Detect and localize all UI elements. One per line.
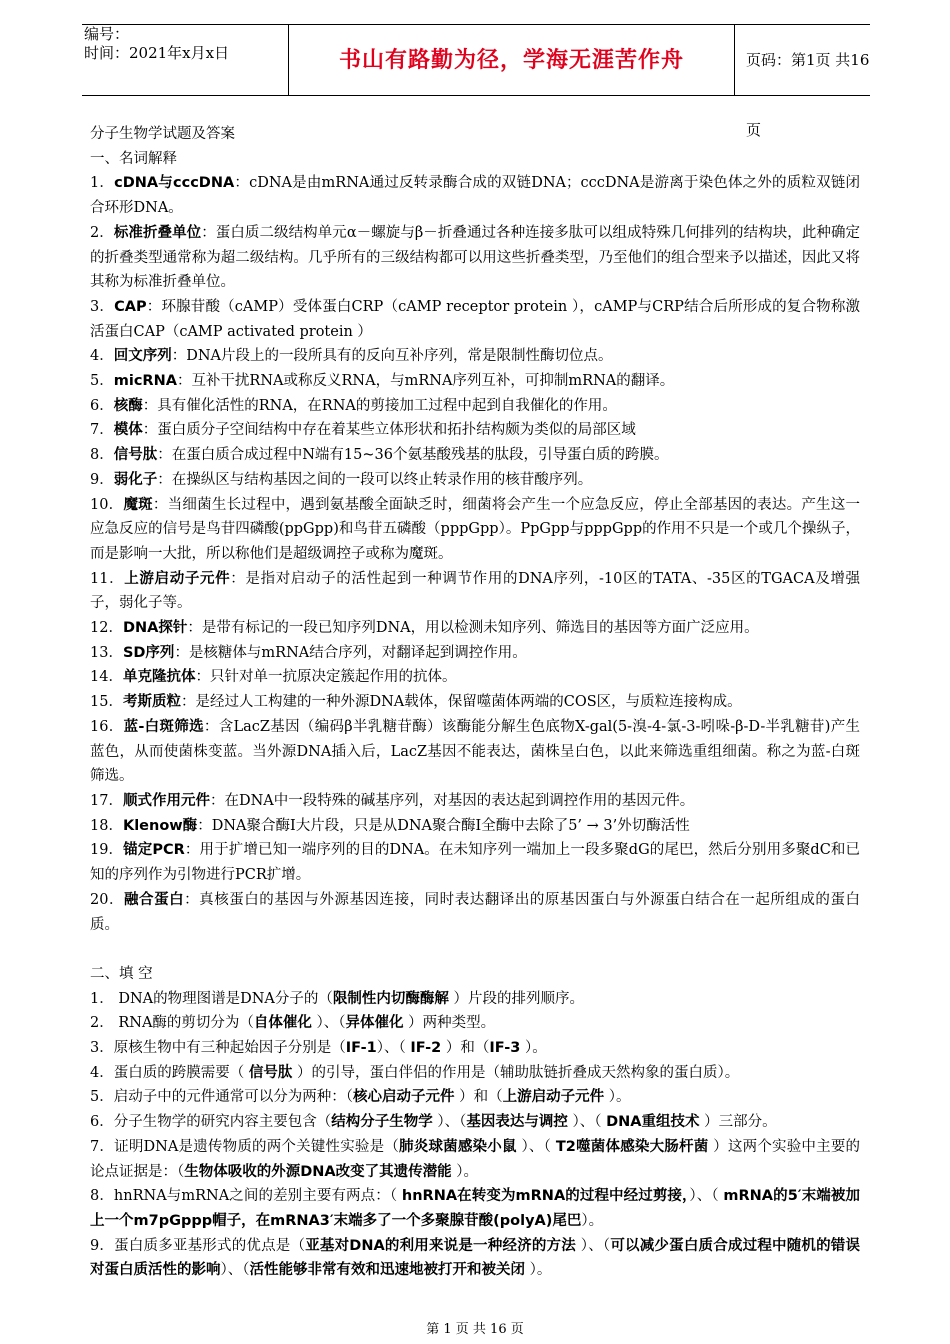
term-name: 核酶 [113, 397, 143, 414]
term-definition: 含LacZ基因（编码β半乳糖苷酶）该酶能分解生色底物X-gal(5-溴-4-氯-3-吲哚-β-D-半乳糖苷)产生蓝色，从而使菌株变蓝。当外源DNA插入后，LacZ基因不能表达，菌株呈白色，以此来筛选重组细菌。称之为蓝-白斑筛选。 [90, 718, 860, 785]
term-number: 8． [90, 447, 114, 464]
term-item [90, 567, 860, 616]
fill-text: ）、（ [689, 1188, 724, 1205]
term-number: 5． [90, 373, 114, 390]
fill-text: ）、（ [567, 1114, 607, 1131]
fill-item [90, 1085, 860, 1110]
fill-text: ）、（ [311, 1015, 346, 1032]
term-number: 13． [90, 644, 123, 661]
term-number: 2． [90, 224, 114, 241]
fill-text: ）、（ [575, 1237, 611, 1254]
fill-answer: 信号肽 [248, 1064, 293, 1081]
fill-item [90, 1036, 860, 1061]
fill-text: 3．原核生物中有三种起始因子分别是（ [90, 1040, 346, 1056]
term-definition: 当细菌生长过程中，遇到氨基酸全面缺乏时，细菌将会产生一个应急反应，停止全部基因的表达。产生这一应急反应的信号是鸟苷四磷酸(ppGpp)和鸟苷五磷酸（pppGpp）。PpGpp与pppGpp的作用不只是一个或几个操纵子，而是影响一大批，所以称他们是超级调控子或称为魔斑。 [90, 496, 861, 562]
term-separator: ： [142, 422, 158, 439]
fill-answer: 基因表达与调控 [466, 1114, 568, 1131]
term-definition: DNA片段上的一段所具有的反向互补序列，常是限制性酶切位点。 [186, 348, 613, 365]
fill-text: ）和（ [454, 1089, 503, 1106]
term-definition: 蛋白质二级结构单元α－螺旋与β－折叠通过各种连接多肽可以组成特殊几何排列的结构块，此种确定的折叠类型通常称为超二级结构。几乎所有的三级结构都可以用这些折叠类型，乃至他们的组合型来予以描述，因此又将其称为标准折叠单位。 [90, 224, 861, 291]
term-definition: 环腺苷酸（cAMP）受体蛋白CRP（cAMP receptor protein ），cAMP与CRP结合后所形成的复合物称激活蛋白CAP（cAMP activated protein ） [90, 298, 861, 340]
fill-answer: DNA重组技术 [606, 1114, 700, 1131]
header-motto: 书山有路勤为径，学海无涯苦作舟 [288, 25, 735, 95]
fill-text: ）、（ [432, 1114, 467, 1131]
fill-answer: 生物体吸收的外源DNA改变了其遗传潜能 [184, 1163, 452, 1180]
fill-item [90, 1184, 860, 1233]
fill-text: 2． RNA酶的剪切分为（ [90, 1015, 254, 1032]
term-item [90, 344, 860, 369]
term-number: 20． [90, 891, 125, 908]
term-name: Klenow酶 [122, 817, 198, 834]
fill-text: ）片段的排列顺序。 [448, 990, 585, 1007]
fill-answer: 上游启动子元件 [502, 1089, 605, 1106]
term-number: 10． [90, 496, 124, 513]
fill-text: ）三部分。 [699, 1114, 777, 1131]
fill-item [90, 1135, 860, 1184]
fill-text: 1． DNA的物理图谱是DNA分子的（ [90, 990, 333, 1007]
term-separator: ： [201, 224, 216, 241]
term-name: cDNA与cccDNA [114, 175, 235, 192]
page-footer: 第 1 页 共 16 页 [426, 1322, 524, 1337]
term-separator: ： [157, 447, 172, 464]
fill-item [90, 1011, 860, 1036]
term-item [90, 171, 860, 220]
term-definition: DNA聚合酶I大片段，只是从DNA聚合酶I全酶中去除了5’ → 3’外切酶活性 [211, 817, 690, 834]
term-number: 11． [90, 570, 125, 587]
fill-text: ）。 [520, 1040, 547, 1056]
term-separator: ： [142, 397, 158, 414]
term-separator: ： [184, 891, 200, 908]
header-page-info: 页码：第1页 共16页 [746, 51, 870, 139]
term-number: 19． [90, 842, 124, 859]
fill-text: 6．分子生物学的研究内容主要包含（ [90, 1114, 332, 1131]
term-separator: ： [184, 842, 200, 859]
term-separator: ： [174, 644, 189, 661]
term-number: 7． [90, 422, 114, 439]
term-number: 9． [90, 471, 114, 488]
term-definition: 真核蛋白的基因与外源基因连接，同时表达翻译出的原基因蛋白与外源蛋白结合在一起所组成的蛋白质。 [90, 891, 860, 933]
term-separator: ： [197, 817, 212, 834]
term-item [90, 418, 860, 443]
term-number: 17． [90, 792, 123, 809]
fill-answer: 限制性内切酶酶解 [332, 990, 449, 1007]
document-title: 分子生物学试题及答案 [90, 126, 235, 142]
fill-answer: 肺炎球菌感染小鼠 [399, 1138, 517, 1155]
fill-text: 7．证明DNA是遗传物质的两个关键性实验是（ [90, 1138, 400, 1155]
fill-answer: T2噬菌体感染大肠杆菌 [555, 1138, 709, 1155]
term-item [90, 888, 860, 937]
term-name: 回文序列 [113, 348, 172, 365]
fill-item [90, 1061, 860, 1086]
term-number: 18． [90, 817, 123, 834]
term-definition: 用于扩增已知一端序列的目的DNA。在未知序列一端加上一段多聚dG的尾巴，然后分别用多聚dC和已知的序列作为引物进行PCR扩增。 [90, 842, 861, 884]
header-number: 编号： [84, 25, 130, 43]
fill-item [90, 1110, 860, 1135]
section-title-terms: 一、名词解释 [90, 150, 177, 167]
fill-answer: 自体催化 [253, 1015, 312, 1032]
term-item [90, 443, 860, 468]
term-separator: ： [195, 669, 210, 686]
term-definition: 是指对启动子的活性起到一种调节作用的DNA序列，-10区的TATA、-35区的TGACA及增强子，弱化子等。 [90, 570, 861, 612]
fill-answer: 可以减少蛋白质合成过程中随机的错误对蛋白质活性的影响 [90, 1237, 860, 1279]
terms-list [90, 171, 860, 937]
fill-text: ）、（ [516, 1138, 556, 1155]
term-item [90, 814, 860, 839]
term-name: SD序列 [122, 644, 175, 661]
term-item [90, 715, 860, 789]
fill-text: ）。 [581, 1212, 604, 1229]
term-separator: ： [187, 620, 202, 637]
fill-answer: IF-3 [489, 1040, 521, 1056]
term-number: 14． [90, 669, 123, 686]
section-title-fill: 二、填 空 [90, 965, 153, 982]
term-separator: ： [180, 694, 196, 711]
term-name: 蓝-白斑筛选 [123, 718, 204, 735]
fill-answer: 核心启动子元件 [352, 1089, 455, 1106]
term-item [90, 690, 860, 715]
term-definition: 具有催化活性的RNA，在RNA的剪接加工过程中起到自我催化的作用。 [157, 397, 617, 414]
fill-answer: 结构分子生物学 [331, 1114, 433, 1131]
term-number: 4． [90, 348, 114, 365]
term-name: CAP [114, 298, 147, 315]
term-separator: ： [157, 471, 172, 488]
term-number: 15． [90, 694, 123, 711]
term-number: 16． [90, 718, 124, 735]
fill-text: ）、（ [376, 1040, 411, 1056]
term-item [90, 616, 860, 641]
term-name: 上游启动子元件 [124, 570, 231, 587]
fill-text: ）。 [451, 1163, 479, 1180]
fill-answer: 亚基对DNA的利用来说是一种经济的方法 [305, 1237, 576, 1254]
term-name: 标准折叠单位 [113, 224, 202, 241]
fill-text: 4．蛋白质的跨膜需要（ [90, 1064, 249, 1081]
fill-text: ）两种类型。 [403, 1015, 496, 1032]
term-item [90, 394, 860, 419]
term-item [90, 838, 860, 887]
term-definition: 是经过人工构建的一种外源DNA载体，保留噬菌体两端的COS区，与质粒连接构成。 [195, 694, 742, 711]
document-body [90, 122, 860, 1283]
term-number: 12． [90, 620, 123, 637]
header-time: 时间：2021年x月x日 [84, 44, 230, 62]
fill-answer: IF-1 [345, 1040, 377, 1056]
term-name: 考斯质粒 [122, 694, 181, 711]
fill-text: 8．hnRNA与mRNA之间的差别主要有两点：（ [90, 1188, 402, 1205]
term-definition: 是核糖体与mRNA结合序列，对翻译起到调控作用。 [188, 644, 527, 661]
term-definition: 在DNA中一段特殊的碱基序列，对基因的表达起到调控作用的基因元件。 [224, 792, 695, 809]
fill-answer: 活性能够非常有效和迅速地被打开和被关闭 [249, 1262, 525, 1279]
term-item [90, 369, 860, 394]
term-item [90, 641, 860, 666]
fill-item [90, 987, 860, 1012]
term-name: 单克隆抗体 [122, 669, 196, 686]
fill-text: ）的引导，蛋白伴侣的作用是（辅助肽链折叠成天然构象的蛋白质）。 [292, 1064, 740, 1081]
term-definition: 是带有标记的一段已知序列DNA，用以检测未知序列、筛选目的基因等方面广泛应用。 [201, 620, 759, 637]
term-separator: ： [234, 175, 250, 192]
term-separator: ： [171, 348, 187, 365]
term-item [90, 221, 860, 295]
term-name: 弱化子 [113, 471, 158, 488]
term-separator: ： [146, 298, 162, 315]
term-definition: 互补干扰RNA或称反义RNA，与mRNA序列互补，可抑制mRNA的翻译。 [191, 373, 675, 390]
fill-text: ）。 [604, 1089, 631, 1106]
term-item [90, 468, 860, 493]
term-separator: ： [209, 792, 225, 809]
term-separator: ： [230, 570, 246, 587]
term-definition: 只针对单一抗原决定簇起作用的抗体。 [209, 669, 457, 686]
term-item [90, 295, 860, 344]
term-item [90, 665, 860, 690]
fill-answer: 异体催化 [345, 1015, 404, 1032]
fill-text: ）和（ [441, 1040, 490, 1056]
fill-text: 9．蛋白质多亚基形式的优点是（ [90, 1237, 306, 1254]
term-name: 信号肽 [113, 447, 158, 464]
term-item [90, 493, 860, 567]
term-item [90, 789, 860, 814]
fill-answer: mRNA的5′末端被加上一个m7pGppp帽子，在mRNA3′末端多了一个多聚腺苷酸(polyA)尾巴 [90, 1188, 860, 1229]
term-name: 锚定PCR [123, 842, 185, 859]
term-name: micRNA [113, 373, 177, 390]
term-number: 6． [90, 397, 114, 414]
term-name: 顺式作用元件 [122, 792, 210, 809]
term-number: 3． [90, 298, 115, 315]
term-separator: ： [176, 373, 192, 390]
fill-text: ）、（ [220, 1262, 250, 1279]
term-definition: 在操纵区与结构基因之间的一段可以终止转录作用的核苷酸序列。 [171, 471, 593, 488]
term-definition: 蛋白质分子空间结构中存在着某些立体形状和拓扑结构颇为类似的局部区域 [157, 422, 636, 439]
term-number: 1． [90, 175, 115, 192]
term-separator: ： [152, 496, 168, 513]
fill-text: 5．启动子中的元件通常可以分为两种：（ [90, 1089, 353, 1106]
fill-text: ）这两个实验中主要的论点证据是：（ [90, 1138, 861, 1180]
fill-item [90, 1234, 860, 1283]
fill-list [90, 987, 860, 1283]
term-name: 融合蛋白 [124, 891, 185, 908]
term-name: 模体 [113, 422, 143, 439]
fill-text: ）。 [525, 1262, 552, 1279]
term-separator: ： [203, 718, 219, 735]
term-name: 魔斑 [123, 496, 153, 513]
fill-answer: IF-2 [410, 1040, 442, 1056]
term-name: DNA探针 [122, 620, 188, 637]
term-definition: cDNA是由mRNA通过反转录酶合成的双链DNA；cccDNA是游离于染色体之外的质粒双链闭合环形DNA。 [90, 175, 861, 217]
header-meta [82, 25, 288, 95]
fill-answer: hnRNA在转变为mRNA的过程中经过剪接， [401, 1188, 690, 1205]
term-definition: 在蛋白质合成过程中N端有15~36个氨基酸残基的肽段，引导蛋白质的跨膜。 [171, 447, 669, 464]
